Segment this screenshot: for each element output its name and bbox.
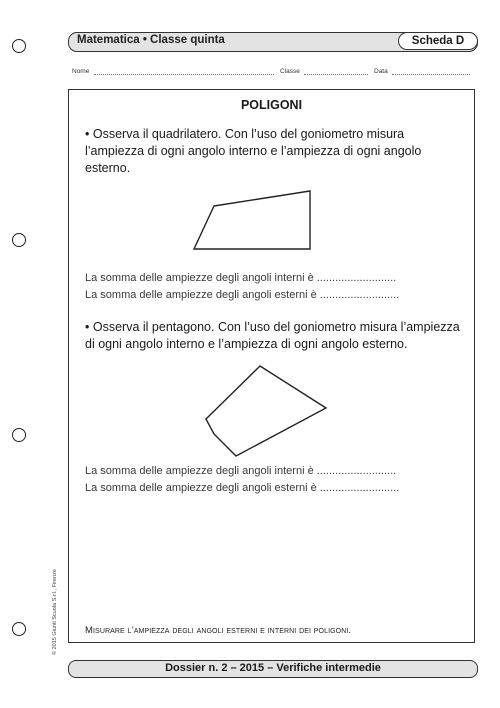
footer-instruction: Misurare l’ampiezza degli angoli esterni e interni dei poligoni. bbox=[85, 625, 352, 636]
pentagon-figure bbox=[203, 364, 329, 460]
data-label: Data bbox=[374, 68, 388, 75]
classe-line[interactable] bbox=[304, 74, 368, 75]
exercise-1-internal-sum: La somma delle ampiezze degli angoli interni è .......................... bbox=[85, 272, 397, 284]
header-bar bbox=[68, 32, 478, 52]
exercise-1-instructions: Osserva il quadrilatero. Con l’uso del goniometro misura l’ampiezza di ogni angolo interno e l’ampiezza di ogni angolo esterno. bbox=[85, 127, 422, 175]
binder-hole bbox=[12, 233, 26, 247]
footer-bar: Dossier n. 2 – 2015 – Verifiche intermedie bbox=[68, 660, 478, 678]
copyright-notice: © 2015 Giunti Scuola S.r.l., Firenze bbox=[52, 569, 58, 655]
data-line[interactable] bbox=[392, 74, 470, 75]
exercise-1-text bbox=[85, 126, 465, 177]
worksheet-title: POLIGONI bbox=[240, 98, 303, 112]
exercise-2-text bbox=[85, 319, 465, 353]
classe-label: Classe bbox=[280, 68, 300, 75]
binder-hole bbox=[12, 39, 26, 53]
exercise-2-instructions: Osserva il pentagono. Con l’uso del goniometro misura l’ampiezza di ogni angolo interno e l’ampiezza di ogni angolo esterno. bbox=[85, 320, 460, 351]
bullet: • bbox=[85, 320, 90, 334]
sheet-tab: Scheda D bbox=[398, 32, 478, 50]
quadrilateral-shape bbox=[194, 191, 310, 249]
header-title: Matematica • Classe quinta bbox=[77, 34, 225, 46]
nome-line[interactable] bbox=[94, 74, 274, 75]
exercise-2-external-sum: La somma delle ampiezze degli angoli esterni è .......................... bbox=[85, 482, 400, 494]
quadrilateral-figure bbox=[189, 188, 314, 254]
binder-hole bbox=[12, 622, 26, 636]
pentagon-shape bbox=[206, 366, 326, 456]
exercise-2-internal-sum: La somma delle ampiezze degli angoli interni è .......................... bbox=[85, 465, 397, 477]
bullet: • bbox=[85, 127, 90, 141]
binder-hole bbox=[12, 428, 26, 442]
worksheet-frame bbox=[68, 89, 475, 643]
exercise-1-external-sum: La somma delle ampiezze degli angoli esterni è .......................... bbox=[85, 289, 400, 301]
nome-label: Nome bbox=[72, 68, 90, 75]
